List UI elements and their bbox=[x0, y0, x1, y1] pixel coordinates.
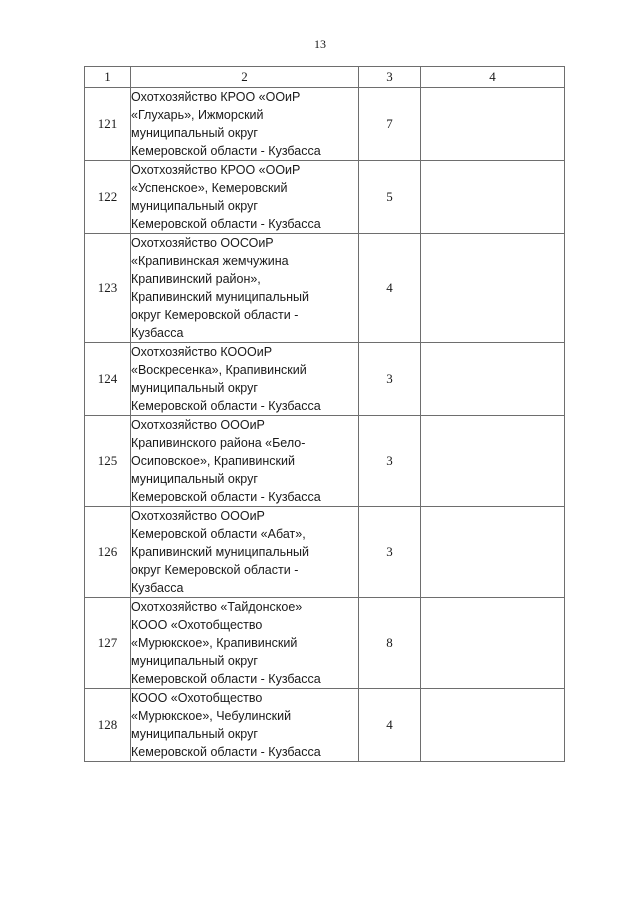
name-line: КООО «Охотобщество bbox=[131, 691, 263, 705]
column-header-4: 4 bbox=[421, 67, 565, 88]
column-4-cell bbox=[421, 416, 565, 507]
name-line: Охотхозяйство ООСОиР bbox=[131, 236, 274, 250]
hunting-ground-name-cell bbox=[131, 343, 359, 416]
row-number-cell: 121 bbox=[85, 88, 131, 161]
row-number-cell: 125 bbox=[85, 416, 131, 507]
name-line: Крапивинский муниципальный bbox=[131, 545, 310, 559]
name-line: округ Кемеровской области - bbox=[131, 563, 299, 577]
name-line: Крапивинский район», bbox=[131, 272, 261, 286]
name-line: «Мурюкское», Чебулинский bbox=[131, 709, 292, 723]
name-line: КООО «Охотобщество bbox=[131, 618, 263, 632]
column-header-1: 1 bbox=[85, 67, 131, 88]
column-4-cell bbox=[421, 689, 565, 762]
table-header-row bbox=[85, 67, 565, 88]
row-number-cell: 126 bbox=[85, 507, 131, 598]
name-line: муниципальный округ bbox=[131, 381, 258, 395]
hunting-ground-name-cell bbox=[131, 234, 359, 343]
table-row bbox=[85, 88, 565, 161]
name-line: Крапивинский муниципальный bbox=[131, 290, 310, 304]
column-4-cell bbox=[421, 598, 565, 689]
name-line: Охотхозяйство КРОО «ООиР bbox=[131, 90, 301, 104]
table-row bbox=[85, 234, 565, 343]
name-line: «Крапивинская жемчужина bbox=[131, 254, 289, 268]
column-4-cell bbox=[421, 507, 565, 598]
name-line: Охотхозяйство ОООиР bbox=[131, 418, 265, 432]
name-line: Кузбасса bbox=[131, 581, 184, 595]
table-row bbox=[85, 416, 565, 507]
name-line: Кемеровской области «Абат», bbox=[131, 527, 306, 541]
count-cell: 4 bbox=[359, 234, 421, 343]
page-number: 13 bbox=[314, 37, 326, 51]
hunting-ground-name-cell bbox=[131, 161, 359, 234]
count-cell: 3 bbox=[359, 416, 421, 507]
name-line: Осиповское», Крапивинский bbox=[131, 454, 295, 468]
table-row bbox=[85, 343, 565, 416]
count-cell: 3 bbox=[359, 343, 421, 416]
table-row bbox=[85, 598, 565, 689]
row-number-cell: 128 bbox=[85, 689, 131, 762]
row-number-cell: 123 bbox=[85, 234, 131, 343]
count-cell: 5 bbox=[359, 161, 421, 234]
name-line: Кемеровской области - Кузбасса bbox=[131, 399, 321, 413]
count-cell: 4 bbox=[359, 689, 421, 762]
column-4-cell bbox=[421, 234, 565, 343]
column-4-cell bbox=[421, 161, 565, 234]
row-number-cell: 124 bbox=[85, 343, 131, 416]
column-4-cell bbox=[421, 88, 565, 161]
name-line: Кемеровской области - Кузбасса bbox=[131, 144, 321, 158]
name-line: Охотхозяйство КРОО «ООиР bbox=[131, 163, 301, 177]
name-line: Кемеровской области - Кузбасса bbox=[131, 490, 321, 504]
name-line: «Успенское», Кемеровский bbox=[131, 181, 288, 195]
name-line: муниципальный округ bbox=[131, 727, 258, 741]
hunting-ground-name-cell bbox=[131, 598, 359, 689]
row-number-cell: 122 bbox=[85, 161, 131, 234]
table-row bbox=[85, 507, 565, 598]
hunting-grounds-table bbox=[84, 66, 565, 762]
hunting-ground-name-cell bbox=[131, 507, 359, 598]
name-line: муниципальный округ bbox=[131, 126, 258, 140]
name-line: Кемеровской области - Кузбасса bbox=[131, 672, 321, 686]
hunting-ground-name-cell bbox=[131, 689, 359, 762]
hunting-ground-name-cell bbox=[131, 416, 359, 507]
table-row bbox=[85, 161, 565, 234]
table-row bbox=[85, 689, 565, 762]
name-line: «Воскресенка», Крапивинский bbox=[131, 363, 307, 377]
count-cell: 3 bbox=[359, 507, 421, 598]
column-4-cell bbox=[421, 343, 565, 416]
column-header-2: 2 bbox=[131, 67, 359, 88]
name-line: муниципальный округ bbox=[131, 199, 258, 213]
name-line: муниципальный округ bbox=[131, 472, 258, 486]
name-line: Охотхозяйство КОООиР bbox=[131, 345, 273, 359]
name-line: Кузбасса bbox=[131, 326, 184, 340]
hunting-ground-name-cell bbox=[131, 88, 359, 161]
name-line: Охотхозяйство «Тайдонское» bbox=[131, 600, 303, 614]
name-line: Охотхозяйство ОООиР bbox=[131, 509, 265, 523]
table-body bbox=[85, 88, 565, 762]
column-header-3: 3 bbox=[359, 67, 421, 88]
name-line: округ Кемеровской области - bbox=[131, 308, 299, 322]
name-line: Крапивинского района «Бело- bbox=[131, 436, 306, 450]
count-cell: 7 bbox=[359, 88, 421, 161]
name-line: Кемеровской области - Кузбасса bbox=[131, 217, 321, 231]
name-line: Кемеровской области - Кузбасса bbox=[131, 745, 321, 759]
name-line: «Глухарь», Ижморский bbox=[131, 108, 264, 122]
count-cell: 8 bbox=[359, 598, 421, 689]
name-line: «Мурюкское», Крапивинский bbox=[131, 636, 298, 650]
name-line: муниципальный округ bbox=[131, 654, 258, 668]
row-number-cell: 127 bbox=[85, 598, 131, 689]
